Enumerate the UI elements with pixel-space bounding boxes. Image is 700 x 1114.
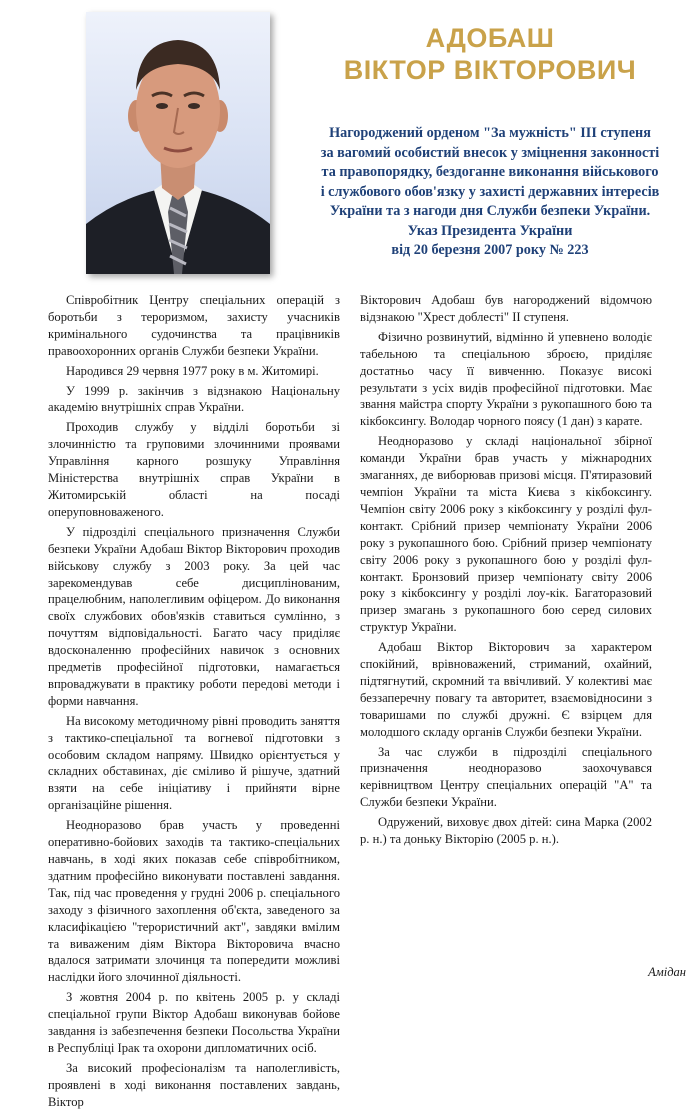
surname: АДОБАШ: [425, 23, 555, 53]
paragraph: Фізично розвинутий, відмінно й упевнено володіє табельною та спеціальною зброєю, приділяє достатньо часу її вивченню. Показує високі результати з усіх видів професійної підготовки. Має звання майстра спорту України з рукопашного бою та кікбоксингу. Володар чорного поясу (1 дан) з карате.: [360, 329, 652, 429]
paragraph: Вікторович Адобаш був нагороджений відомчою відзнакою "Хрест доблесті" ІІ ступеня.: [360, 293, 652, 324]
paragraph: У 1999 р. закінчив з відзнакою Національну академію внутрішніх справ України.: [48, 383, 340, 415]
given-name: ВІКТОР ВІКТОРОВИЧ: [343, 55, 637, 85]
paragraph: На високому методичному рівні проводить заняття з тактико-спеціальної та вогневої підготовки з особовим складом напряму. Швидко орієнтується у складних обставинах, діє сміливо й рішуче, здатний взяти на себе ініціативу і прийняти вірне організаційне рішення.: [48, 713, 340, 813]
text-column-right: [360, 292, 652, 851]
paragraph: Неодноразово у складі національної збірної команди України брав участь у міжнародних змаганнях, де виборював призові місця. П'ятиразовий чемпіон України та міста Києва з кікбоксингу. Чемпіон світу 2006 року з кікбоксингу у розділі фул-контакт. Срібний призер чемпіонату України 2006 року з рукопашного бою. Срібний призер чемпіонату світу 2006 року з рукопашного бою у розділі фул-контакт. Бронзовий призер чемпіонату світу 2006 року з кікбоксингу у розділі лоу-кік. Багаторазовий призер змагань з рукопашного бою серед силових структур України.: [360, 434, 652, 635]
award-line: і службового обов'язку у захисті державних інтересів: [320, 183, 660, 200]
text-column-left: [48, 292, 340, 1114]
paragraph: Проходив службу у відділі боротьби зі злочинністю та груповими злочинними проявами Управління карного розшуку Управління Міністерства внутрішніх справ України в Житомирській області на посаді оперуповноваженого.: [48, 420, 340, 519]
award-line: Нагороджений орденом "За мужність" ІІІ ступеня: [329, 125, 651, 141]
award-line: від 20 березня 2007 року № 223: [391, 242, 589, 258]
person-name: [300, 22, 680, 86]
paragraph: Неодноразово брав участь у проведенні оперативно-бойових заходів та тактико-спеціальних навчань, в ході яких показав себе співробітником, здатним професійно виконувати поставлені завдання. Так, під час проведення у грудні 2006 р. спеціального заходу з фізичного захоплення об'єкта, заведеного за класифікацією "терористичний акт", завдяки вмілим та виваженим діям Віктора Вікторовича вчасно вдалося затримати злочинця та попередити можливі наслідки його злочинної діяльності.: [48, 818, 340, 985]
award-statement: [298, 124, 682, 261]
paragraph: Народився 29 червня 1977 року в м. Житомирі.: [66, 363, 319, 378]
author-signature: Амідан: [648, 965, 686, 979]
paragraph: За час служби в підрозділі спеціального призначення неодноразово заохочувався керівництвом Центру спеціальних операцій "А" та Служби безпеки України.: [360, 744, 652, 810]
paragraph: Адобаш Віктор Вікторович за характером спокійний, врівноважений, стриманий, охайний, підтягнутий, скромний та ввічливий. У колективі має беззаперечну повагу та авторитет, взаємовідносини з товаришами по службі дружні. Є взірцем для молодшого складу органів Служби безпеки України.: [360, 640, 652, 739]
portrait-photo: [86, 12, 270, 274]
award-line: України та з нагоди дня Служби безпеки України.: [329, 203, 651, 219]
award-line: за вагомий особистий внесок у зміцнення законності: [320, 144, 660, 161]
award-line: Указ Президента України: [407, 222, 573, 239]
paragraph: У підрозділі спеціального призначення Служби безпеки України Адобаш Віктор Вікторович проходив військову службу з 2003 року. За цей час зарекомендував себе дисциплінованим, працелюбним, наполегливим офіцером. До виконання своїх службових обов'язків ставиться сумлінно, з почуттям відповідальності. Багато часу приділяє вдосконаленню професійних навичок з основних предметів професійної підготовки, намагається впроваджувати в практику роботи передові методи і форми навчання.: [48, 524, 340, 708]
paragraph: За високий професіоналізм та наполегливість, проявлені в ході виконання поставлених завдань, Віктор: [48, 1060, 340, 1109]
award-line: та правопорядку, бездоганне виконання військового: [321, 164, 659, 180]
paragraph: З жовтня 2004 р. по квітень 2005 р. у складі спеціальної групи Віктор Адобаш виконував бойове завдання із забезпечення безпеки Посольства України в Республіці Ірак та охорони дипломатичних осіб.: [48, 990, 340, 1055]
paragraph: Співробітник Центру спеціальних операцій з боротьби з тероризмом, захисту учасників кримінального судочинства та працівників правоохоронних органів Служби безпеки України.: [48, 293, 340, 358]
paragraph: Одружений, виховує двох дітей: сина Марка (2002 р. н.) та доньку Вікторію (2005 р. н.).: [360, 815, 652, 847]
